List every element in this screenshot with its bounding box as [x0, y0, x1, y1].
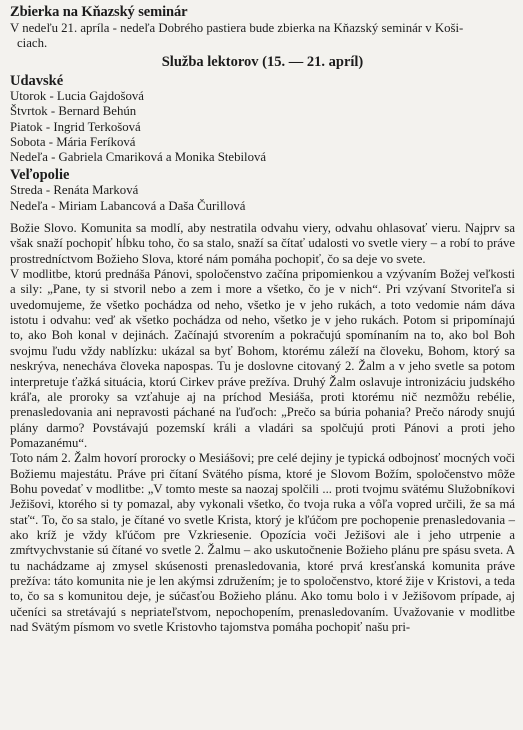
- notice-line-1: V nedeľu 21. apríla - nedeľa Dobrého pastiera bude zbierka na Kňazský seminár v Koši-: [10, 21, 464, 35]
- article-paragraph: Božie Slovo. Komunita sa modlí, aby nestratila odvahu viery, odvahu ohlasovať vieru. Najprv sa však snaží pochopiť hĺbku toho, čo sa stalo, snaží sa čítať udalosti vo svetle viery – a robí to práve prostredníctvom Božieho Slova, ktoré nám pomáha pochopiť, čo sa deje vo svete.: [10, 221, 515, 266]
- notice-line-2: ciach.: [17, 36, 48, 50]
- schedule-row: Sobota - Mária Feríková: [10, 134, 136, 149]
- notice-text: [10, 21, 515, 51]
- schedule-row: Štvrtok - Bernard Behún: [10, 104, 137, 119]
- schedule-group-udavske: [10, 73, 515, 165]
- schedule-row: Piatok - Ingrid Terkošová: [10, 119, 141, 134]
- schedule-place-heading: Udavské: [10, 73, 64, 89]
- schedule-row: Utorok - Lucia Gajdošová: [10, 89, 144, 103]
- article-body: [10, 221, 515, 635]
- schedule-row: Nedeľa - Gabriela Cmariková a Monika Stebilová: [10, 150, 267, 165]
- schedule-title: Služba lektorov (15. — 21. apríl): [161, 54, 364, 70]
- notice-title: Zbierka na Kňazský seminár: [10, 4, 188, 20]
- schedule-group-velopolie: [10, 167, 515, 214]
- article-paragraph: Toto nám 2. Žalm hovorí prorocky o Mesiášovi; pre celé dejiny je typická odbojnosť mocných voči Božiemu majestátu. Práve pri čítaní Svätého písma, ktoré je Slovom Božím, spoločenstvo môže Bohu povedať v modlitbe: „V tomto meste sa naozaj spolčili ... proti tvojmu svätému Služobníkovi Ježišovi, ktorého si ty pomazal, aby vykonali všetko, čo tvoja ruka a vôľa vopred určili, že sa má stať“. To, čo sa stalo, je čítané vo svetle Krista, ktorý je kľúčom pre pochopenie prenasledovania – ako kríž je vždy kľúčom pre Vzkriesenie. Opozícia voči Ježišovi ale i jeho utrpenie a zmŕtvychvstanie sú čítané vo svetle 2. Žalmu – ako uskutočnenie Božieho plánu pre spásu sveta. A tu nachádzame aj zmysel skúsenosti prenasledovania, ktoré prvá kresťanská komunita práve prežíva: táto komunita nie je len akýmsi združením; je to spoločenstvo, ktoré žije v Kristovi, a teda to, čo sa s komunitou deje, je súčasťou Božieho plánu. Ako tomu bolo i v Ježišovom prípade, aj učeníci sa stretávajú s nepriateľstvom, nepochopením, prenasledovaním. Uvažovanie v modlitbe nad Svätým písmom vo svetle Kristovho tajomstva pomáha pochopiť našu pri-: [10, 451, 515, 635]
- schedule-row: Nedeľa - Miriam Labancová a Daša Čurillová: [10, 198, 246, 213]
- article-paragraph: V modlitbe, ktorú prednáša Pánovi, spoločenstvo začína pripomienkou a vzývaním Božej veľkosti a sily: „Pane, ty si stvoril nebo a zem i more a všetko, čo je v nich“. Pri vzývaní Stvoriteľa si uvedomujeme, že všetko pochádza od neho, všetko je v jeho rukách, a toto vedomie nám dáva istotu i odvahu: veď ak všetko pochádza od neho, všetko je v jeho rukách. Potom si pripomínajú to, ako Boh konal v dejinách. Začínajú stvorením a pokračujú spomínaním na to, ako bol Boh svojmu ľudu vždy nablízku: ukázal sa byť Bohom, ktorému záleží na človeku, Bohom, ktorý sa neskrýva, nenecháva človeka napospas. Tu je doslovne citovaný 2. Žalm a v jeho svetle sa potom interpretuje ťažká situácia, ktorú Cirkev práve prežíva. Druhý Žalm oslavuje intronizáciu judského kráľa, ale proroky sa vzťahuje aj na príchod Mesiáša, proti ktorému nič nezmôžu rebélie, prenasledovania ani nepravosti páchané na ľuďoch: „Prečo sa búria pohania? Prečo národy snujú plány darmo? Povstávajú pozemskí králi a vladári sa spolčujú proti Pánovi a proti jeho Pomazanému“.: [10, 267, 515, 450]
- schedule-place-heading: Veľopolie: [10, 167, 70, 184]
- schedule-row: Streda - Renáta Marková: [10, 183, 139, 198]
